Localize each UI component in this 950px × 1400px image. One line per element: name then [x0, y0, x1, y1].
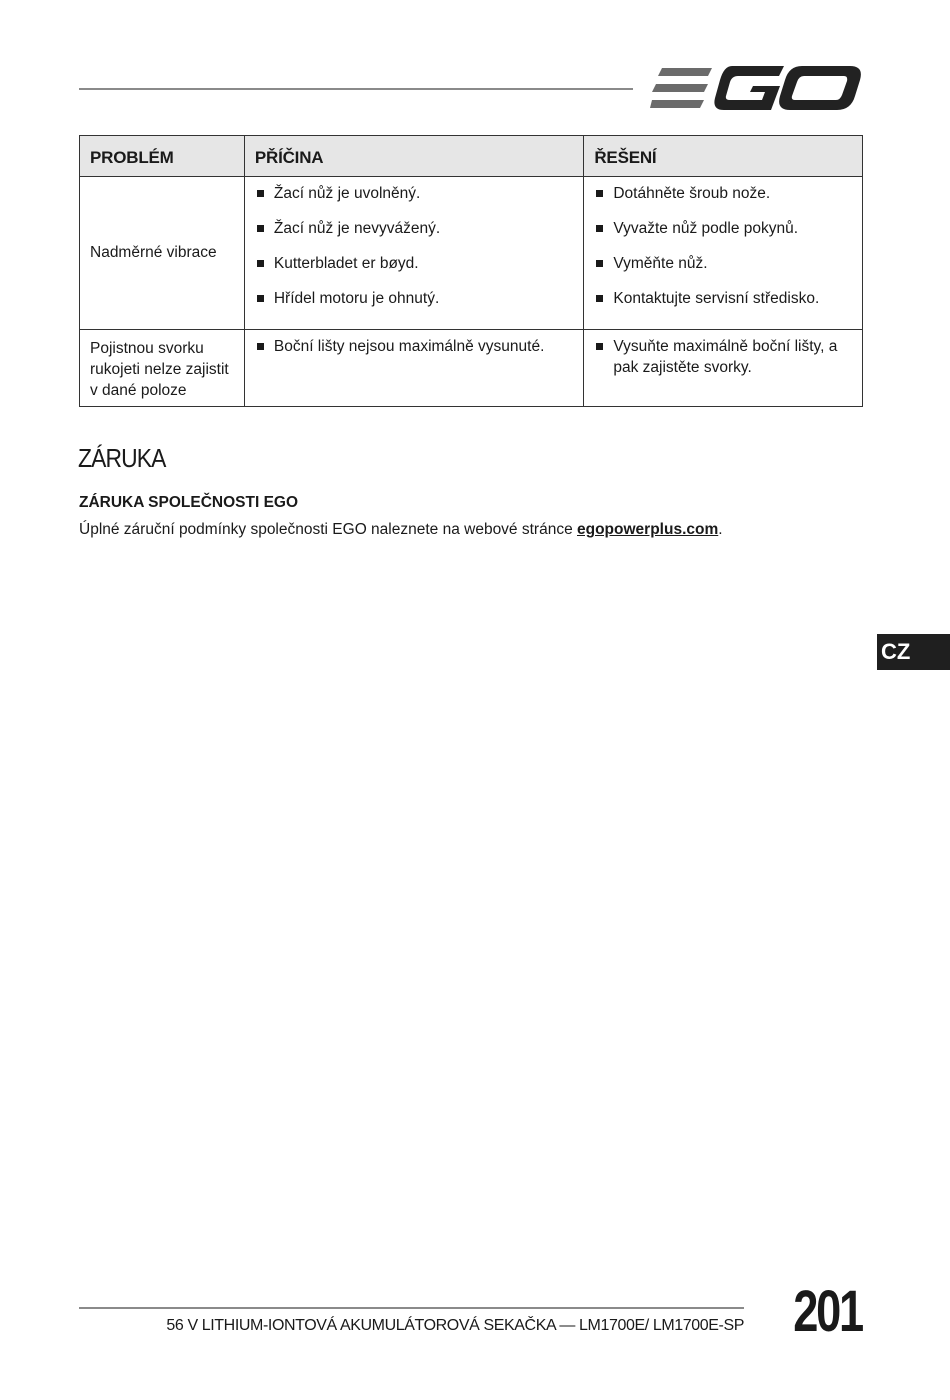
column-header-solution: ŘEŠENÍ — [584, 136, 863, 177]
section-title: ZÁRUKA — [78, 443, 166, 473]
table-row — [80, 177, 863, 330]
list-item — [257, 183, 576, 218]
website-link[interactable]: egopowerplus.com — [577, 521, 719, 538]
bullet-icon — [257, 260, 264, 267]
problem-cell: Nadměrné vibrace — [80, 177, 245, 330]
solution-text: Kontaktujte servisní středisko. — [613, 290, 820, 307]
cause-text: Žací nůž je uvolněný. — [273, 185, 421, 202]
solution-text: Dotáhněte šroub nože. — [613, 185, 771, 202]
bullet-icon — [257, 225, 264, 232]
solution-text: Vyvažte nůž podle pokynů. — [613, 220, 799, 237]
column-header-problem: PROBLÉM — [80, 136, 245, 177]
bullet-icon — [596, 190, 603, 197]
list-item — [257, 253, 576, 288]
bullet-icon — [596, 225, 603, 232]
bullet-icon — [257, 295, 264, 302]
table-row — [80, 330, 863, 407]
list-item — [257, 288, 576, 323]
cause-cell — [244, 330, 584, 407]
solution-cell — [584, 177, 863, 330]
list-item — [596, 288, 854, 323]
bullet-icon — [257, 343, 264, 350]
cause-text: Hřídel motoru je ohnutý. — [273, 290, 440, 307]
bullet-icon — [596, 343, 603, 350]
troubleshooting-table — [79, 135, 863, 407]
problem-cell: Pojistnou svorku rukojeti nelze zajistit v dané poloze — [80, 330, 245, 407]
list-item — [596, 253, 854, 288]
language-tab: CZ — [877, 634, 950, 670]
bullet-icon — [596, 260, 603, 267]
list-item — [257, 218, 576, 253]
warranty-text: Úplné záruční podmínky společnosti EGO naleznete na webové stránce — [79, 521, 577, 538]
solution-text: Vyměňte nůž. — [613, 255, 708, 272]
warranty-text-end: . — [718, 521, 723, 538]
cause-text: Boční lišty nejsou maximálně vysunuté. — [273, 338, 545, 355]
footer-rule — [79, 1307, 744, 1309]
list-item — [596, 183, 854, 218]
warranty-paragraph — [79, 521, 723, 539]
column-header-cause: PŘÍČINA — [244, 136, 584, 177]
table-header-row — [80, 136, 863, 177]
cause-cell — [244, 177, 584, 330]
bullet-icon — [257, 190, 264, 197]
list-item — [257, 336, 576, 357]
cause-text: Žací nůž je nevyvážený. — [273, 220, 441, 237]
solution-text: Vysuňte maximálně boční lišty, a pak zajistěte svorky. — [613, 338, 838, 376]
subsection-title: ZÁRUKA SPOLEČNOSTI EGO — [79, 494, 299, 511]
header-rule — [79, 88, 633, 90]
solution-cell — [584, 330, 863, 407]
footer-title: 56 V LITHIUM-IONTOVÁ AKUMULÁTOROVÁ SEKAČKA — LM1700E/ LM1700E-SP — [166, 1317, 744, 1334]
bullet-icon — [596, 295, 603, 302]
list-item — [596, 336, 854, 378]
list-item — [596, 218, 854, 253]
page-number: 201 — [793, 1279, 862, 1344]
cause-text: Kutterbladet er bøyd. — [273, 255, 419, 272]
ego-logo — [650, 62, 862, 114]
